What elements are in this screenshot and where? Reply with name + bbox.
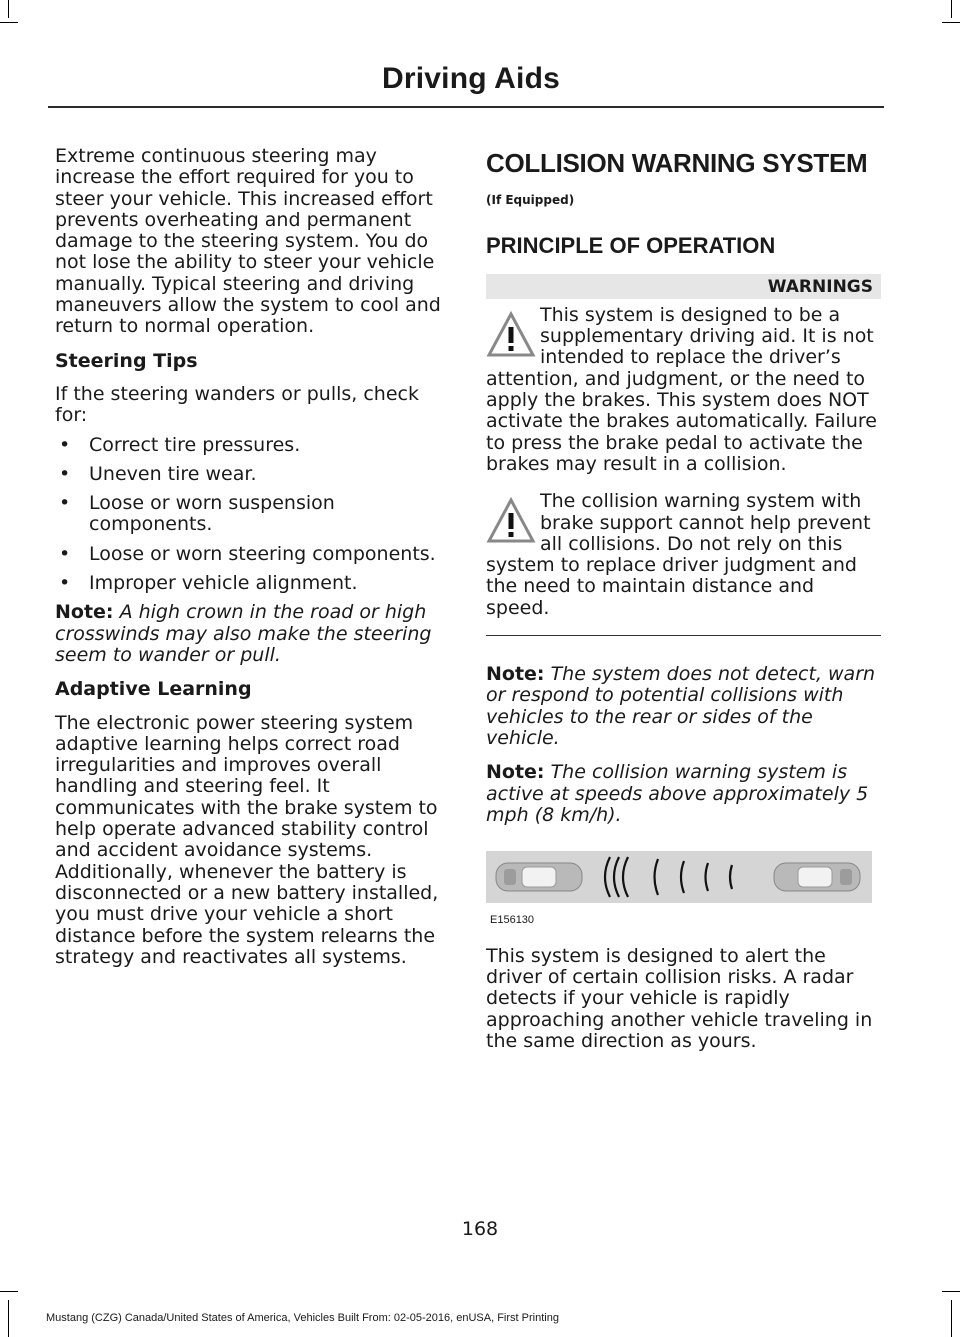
footer-text: Mustang (CZG) Canada/United States of America, Vehicles Built From: 02-05-2016, enUSA, First Printing (46, 1312, 559, 1324)
crop-mark (951, 1300, 952, 1337)
crop-mark (0, 22, 18, 23)
crop-mark (8, 0, 9, 18)
front-car-icon (774, 863, 860, 891)
crop-mark (0, 1291, 18, 1292)
page-title: Driving Aids (382, 62, 560, 95)
note-text: The collision warning system is active at speeds above approximately 5 mph (8 km/h). (486, 761, 869, 826)
steering-tips-list (55, 435, 450, 595)
warning-triangle-icon (486, 311, 536, 359)
crop-mark (942, 1291, 960, 1292)
right-column (486, 146, 881, 1065)
adaptive-learning-heading: Adaptive Learning (55, 678, 252, 701)
note-text: The system does not detect, warn or respond to potential collisions with vehicles to the rear or sides of the vehicle. (486, 663, 876, 749)
collision-system-paragraph: This system is designed to alert the driver of certain collision risks. A radar detects if your vehicle is rapidly approaching another vehicle traveling in the same direction as yours. (486, 944, 873, 1052)
note-label: Note: (486, 663, 545, 686)
list-item: • Loose or worn suspension components. (55, 493, 450, 536)
note-label: Note: (486, 761, 545, 784)
page-number: 168 (461, 1218, 499, 1240)
list-item: • Uneven tire wear. (55, 464, 450, 485)
note-label: Note: (55, 601, 114, 624)
list-item: • Correct tire pressures. (55, 435, 450, 456)
steering-tips-lead: If the steering wanders or pulls, check for: (55, 382, 419, 427)
crop-mark (8, 1300, 9, 1337)
crop-mark (942, 22, 960, 23)
if-equipped-label: (If Equipped) (486, 193, 575, 207)
figure-id: E156130 (490, 914, 535, 927)
warning-triangle-icon (486, 497, 536, 545)
rear-car-icon (496, 863, 582, 891)
warning-block (486, 305, 881, 475)
warning-block (486, 491, 881, 619)
steering-tips-heading: Steering Tips (55, 349, 198, 372)
warning-text: This system is designed to be a supplementary driving aid. It is not intended to replace the driver’s attention, and judgment, or the need to apply the brakes. This system does NOT activate the brakes automatically. Failure to press the brake pedal to activate the brakes may result in a collision. (486, 303, 877, 475)
list-item: • Improper vehicle alignment. (55, 573, 450, 594)
header-divider (48, 106, 884, 108)
crop-mark (951, 0, 952, 18)
warnings-divider (486, 635, 881, 636)
note-text: A high crown in the road or high crosswinds may also make the steering seem to wander or pull. (55, 601, 432, 666)
steering-note (55, 602, 450, 666)
note-rear-sides (486, 664, 881, 749)
warnings-header: WARNINGS (486, 274, 881, 299)
warning-text: The collision warning system with brake support cannot help prevent all collisions. Do not rely on this system to replace driver judgment and the need to maintain distance and speed. (486, 490, 871, 619)
collision-warning-illustration (486, 851, 872, 903)
note-active-speed (486, 762, 881, 826)
adaptive-learning-paragraph: The electronic power steering system adaptive learning helps correct road irregularities and improves overall handling and steering feel. It communicates with the brake system to help operate advanced stability control and accident avoidance systems. Additionally, whenever the battery is disconnected or a new battery installed, you must drive your vehicle a short distance before the system relearns the strategy and reactivates all systems. (55, 711, 439, 968)
list-item: • Loose or worn steering components. (55, 544, 450, 565)
subsection-title: PRINCIPLE OF OPERATION (486, 233, 776, 259)
left-column (55, 146, 450, 981)
section-title: COLLISION WARNING SYSTEM (486, 148, 868, 178)
intro-paragraph: Extreme continuous steering may increase the effort required for you to steer your vehicle. This increased effort prevents overheating and permanent damage to the steering system. You do not lose the ability to steer your vehicle manually. Typical steering and driving maneuvers allow the system to cool and return to normal operation. (55, 145, 441, 338)
